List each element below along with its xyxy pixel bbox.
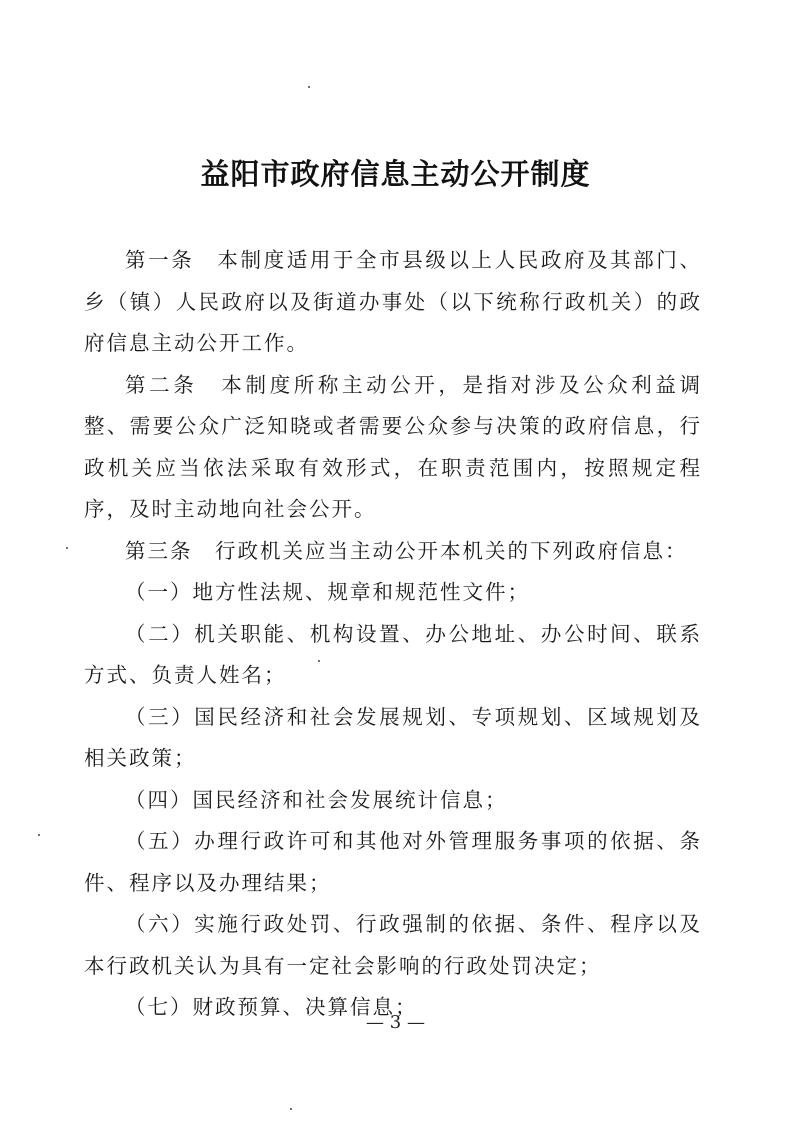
page-number: — 3 — bbox=[366, 1012, 425, 1033]
article-2: 第二条 本制度所称主动公开，是指对涉及公众利益调整、需要公众广泛知晓或者需要公众参与决策的政府信息，行政机关应当依法采取有效形式，在职责范围内，按照规定程序，及时主动地向社会公开。 bbox=[84, 372, 702, 521]
article-3-item-3: （三）国民经济和社会发展规划、专项规划、区域规划及相关政策； bbox=[84, 704, 702, 770]
scan-speck bbox=[38, 834, 40, 836]
article-3-item-4: （四）国民经济和社会发展统计信息； bbox=[125, 787, 508, 812]
scan-speck bbox=[308, 86, 310, 88]
article-3: 第三条 行政机关应当主动公开本机关的下列政府信息： bbox=[125, 538, 688, 563]
document-body bbox=[84, 240, 702, 1029]
article-3-item-2: （二）机关职能、机构设置、办公地址、办公时间、联系方式、负责人姓名； bbox=[84, 621, 702, 687]
article-3-item-6: （六）实施行政处罚、行政强制的依据、条件、程序以及本行政机关认为具有一定社会影响的行政处罚决定； bbox=[84, 912, 702, 978]
scan-speck bbox=[66, 547, 68, 549]
article-3-item-5: （五）办理行政许可和其他对外管理服务事项的依据、条件、程序以及办理结果； bbox=[84, 829, 702, 895]
article-3-item-1: （一）地方性法规、规章和规范性文件； bbox=[125, 580, 530, 604]
document-title: 益阳市政府信息主动公开制度 bbox=[200, 157, 591, 191]
article-1: 第一条 本制度适用于全市县级以上人民政府及其部门、乡（镇）人民政府以及街道办事处（以下统称行政机关）的政府信息主动公开工作。 bbox=[84, 248, 702, 355]
article-3-item-7: （七）财政预算、决算信息； bbox=[125, 995, 418, 1019]
scan-speck bbox=[290, 1108, 292, 1110]
scan-speck bbox=[318, 660, 320, 662]
